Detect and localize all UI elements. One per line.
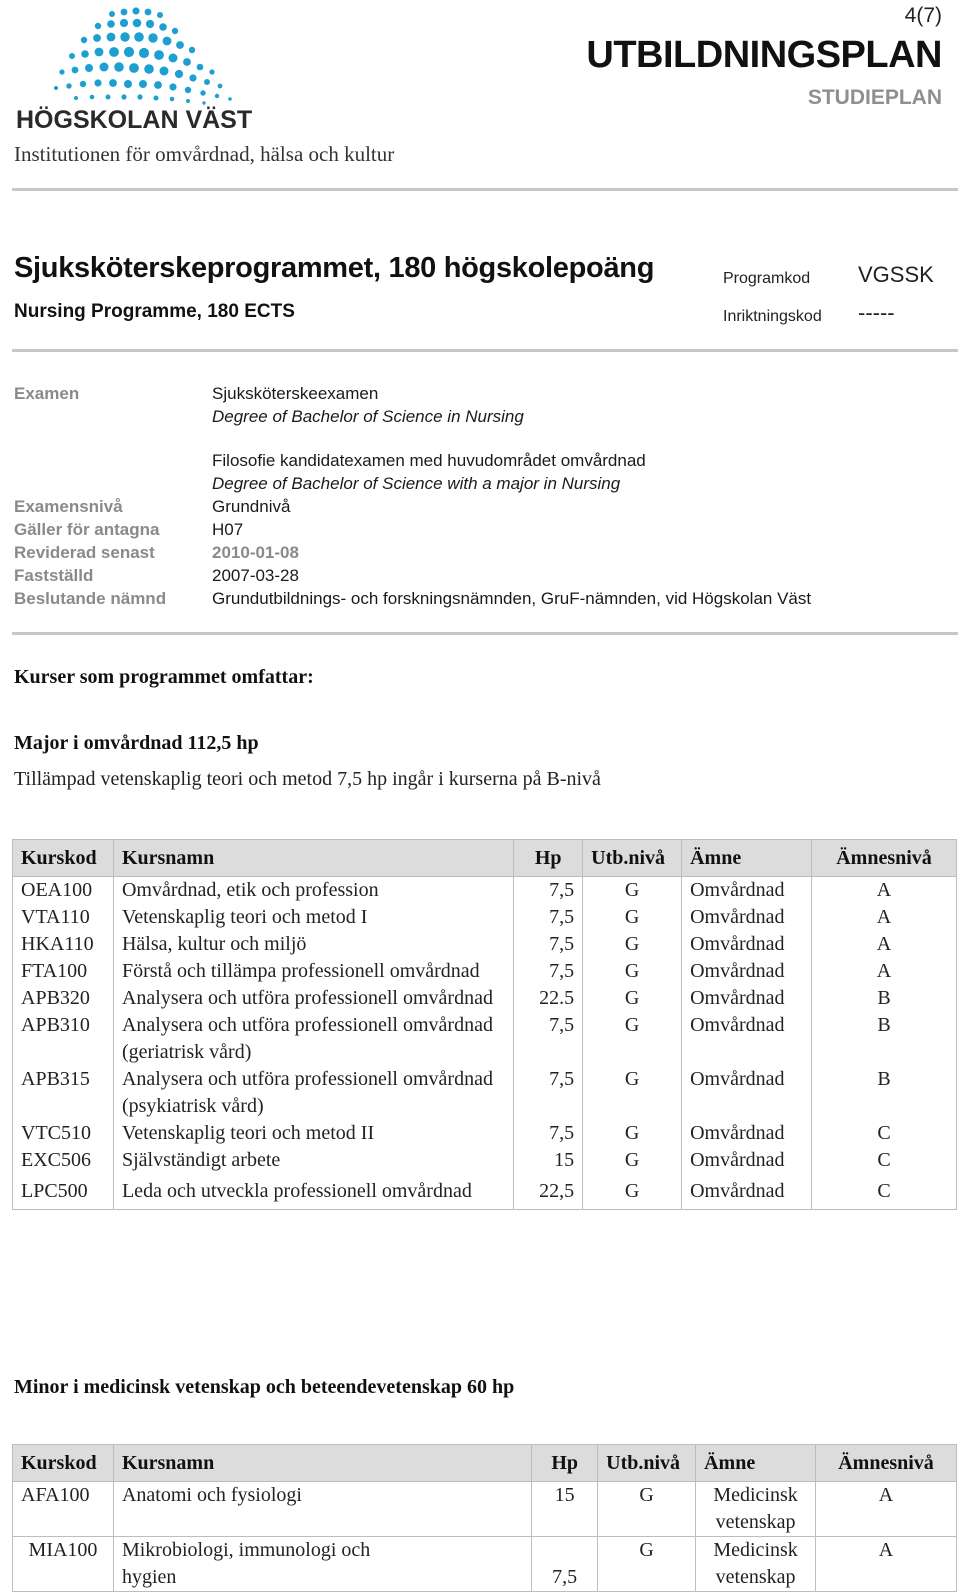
course-name-cell <box>113 1012 513 1066</box>
major-note: Tillämpad vetenskaplig teori och metod 7,5 hp ingår i kurserna på B-nivå <box>14 768 601 790</box>
page-number: 4(7) <box>904 4 942 27</box>
course-subject-level: A <box>812 958 957 985</box>
course-subject: Omvårdnad <box>682 958 812 985</box>
course-subject-level: A <box>816 1537 957 1592</box>
document-subtitle: STUDIEPLAN <box>807 86 942 109</box>
course-hp: 22.5 <box>514 985 583 1012</box>
course-subject-level: A <box>816 1482 957 1537</box>
course-subject: Omvårdnad <box>682 931 812 958</box>
course-subject-line2: vetenskap <box>715 1566 796 1588</box>
table-row <box>13 904 957 931</box>
course-code: EXC506 <box>13 1147 114 1174</box>
course-subject: Omvårdnad <box>682 985 812 1012</box>
course-level: G <box>598 1537 696 1592</box>
faststalld-value: 2007-03-28 <box>212 566 299 585</box>
course-code: LPC500 <box>13 1174 114 1210</box>
department-name: Institutionen för omvårdnad, hälsa och kultur <box>14 142 395 166</box>
courses-heading: Kurser som programmet omfattar: <box>14 666 314 688</box>
course-level: G <box>583 958 682 985</box>
course-name-cell <box>113 1537 531 1592</box>
course-code: OEA100 <box>13 877 114 905</box>
course-name: Analysera och utföra professionell omvårdnad <box>121 1014 493 1036</box>
table-row <box>13 1482 957 1537</box>
course-level: G <box>583 1066 682 1120</box>
course-level: G <box>583 904 682 931</box>
course-hp: 22,5 <box>514 1174 583 1210</box>
examen-1-sv: Sjuksköterskeexamen <box>212 384 379 403</box>
header-utbniva: Utb.nivå <box>598 1445 696 1482</box>
course-hp: 7,5 <box>514 931 583 958</box>
course-subject-level: A <box>812 904 957 931</box>
course-code: APB315 <box>13 1066 114 1120</box>
header-kursnamn: Kursnamn <box>113 840 513 877</box>
course-name: Analysera och utföra professionell omvårdnad <box>121 1068 493 1090</box>
course-level: G <box>598 1482 696 1537</box>
inriktningskod-label: Inriktningskod <box>723 308 822 325</box>
beslutande-label: Beslutande nämnd <box>14 589 167 608</box>
examen-1-en: Degree of Bachelor of Science in Nursing <box>212 407 524 426</box>
course-code: AFA100 <box>13 1482 114 1537</box>
course-hp: 7,5 <box>514 958 583 985</box>
course-subject: Omvårdnad <box>682 904 812 931</box>
course-code: VTA110 <box>13 904 114 931</box>
table-header-row <box>13 1445 957 1482</box>
header-amnesniva: Ämnesnivå <box>812 840 957 877</box>
course-subject: Omvårdnad <box>682 1012 812 1066</box>
course-hp: 7,5 <box>514 877 583 905</box>
course-hp: 7,5 <box>514 1012 583 1066</box>
header-kurskod: Kurskod <box>13 840 114 877</box>
header-divider <box>12 188 958 191</box>
examensniva-value: Grundnivå <box>212 497 291 516</box>
course-name: Hälsa, kultur och miljö <box>113 931 513 958</box>
course-name-extra: (geriatrisk vård) <box>121 1041 252 1063</box>
programme-title-sv: Sjuksköterskeprogrammet, 180 högskolepoäng <box>14 252 655 284</box>
programkod-label: Programkod <box>723 270 811 287</box>
course-hp: 7,5 <box>514 904 583 931</box>
programme-divider <box>12 349 958 352</box>
major-courses-table <box>12 839 957 1210</box>
inriktningskod-value: ----- <box>858 300 895 325</box>
course-code: FTA100 <box>13 958 114 985</box>
table-row <box>13 1174 957 1210</box>
course-subject-level: B <box>812 985 957 1012</box>
course-name: Vetenskaplig teori och metod I <box>113 904 513 931</box>
course-subject-level: C <box>812 1120 957 1147</box>
programme-title-en: Nursing Programme, 180 ECTS <box>14 301 295 322</box>
course-hp: 15 <box>532 1482 598 1537</box>
course-code: MIA100 <box>13 1537 114 1592</box>
galler-label: Gäller för antagna <box>14 520 160 539</box>
course-name: Anatomi och fysiologi <box>113 1482 531 1537</box>
logo-wordmark: HÖGSKOLAN VÄST <box>16 106 253 132</box>
course-subject-line2: vetenskap <box>715 1511 796 1533</box>
course-hp: 7,5 <box>514 1120 583 1147</box>
course-subject: Omvårdnad <box>682 1147 812 1174</box>
course-hp: 7,5 <box>514 1066 583 1120</box>
course-subject-level: C <box>812 1147 957 1174</box>
examensniva-label: Examensnivå <box>14 497 123 516</box>
header-amne: Ämne <box>682 840 812 877</box>
table-row <box>13 1537 957 1592</box>
header-kurskod: Kurskod <box>13 1445 114 1482</box>
course-subject-level: C <box>812 1174 957 1210</box>
course-name: Självständigt arbete <box>113 1147 513 1174</box>
course-hp: 15 <box>514 1147 583 1174</box>
examen-2-sv: Filosofie kandidatexamen med huvudområdet omvårdnad <box>212 451 646 470</box>
course-level: G <box>583 877 682 905</box>
examen-2-en: Degree of Bachelor of Science with a major in Nursing <box>212 474 621 493</box>
course-name: Mikrobiologi, immunologi och <box>121 1539 371 1561</box>
galler-value: H07 <box>212 520 244 539</box>
examen-label: Examen <box>14 384 80 403</box>
course-name-extra: (psykiatrisk vård) <box>121 1095 264 1117</box>
major-heading: Major i omvårdnad 112,5 hp <box>14 732 259 754</box>
programkod-value: VGSSK <box>858 262 934 287</box>
table-row <box>13 877 957 905</box>
reviderad-value: 2010-01-08 <box>212 543 299 562</box>
course-subject-cell <box>696 1537 816 1592</box>
course-subject-level: B <box>812 1066 957 1120</box>
course-subject-cell <box>696 1482 816 1537</box>
course-subject: Omvårdnad <box>682 877 812 905</box>
header-hp: Hp <box>514 840 583 877</box>
table-row <box>13 1120 957 1147</box>
course-level: G <box>583 1012 682 1066</box>
document-title: UTBILDNINGSPLAN <box>586 34 942 76</box>
course-subject: Omvårdnad <box>682 1120 812 1147</box>
table-row <box>13 931 957 958</box>
table-row <box>13 1066 957 1120</box>
course-name: Omvårdnad, etik och profession <box>113 877 513 905</box>
course-name: Analysera och utföra professionell omvårdnad <box>113 985 513 1012</box>
course-name: Förstå och tillämpa professionell omvårdnad <box>113 958 513 985</box>
course-subject: Medicinsk <box>713 1539 798 1561</box>
header-kursnamn: Kursnamn <box>113 1445 531 1482</box>
course-code: APB310 <box>13 1012 114 1066</box>
header-amnesniva: Ämnesnivå <box>816 1445 957 1482</box>
course-level: G <box>583 1147 682 1174</box>
course-level: G <box>583 1120 682 1147</box>
course-subject: Omvårdnad <box>682 1174 812 1210</box>
course-name: Vetenskaplig teori och metod II <box>113 1120 513 1147</box>
course-level: G <box>583 931 682 958</box>
minor-courses-table <box>12 1444 957 1592</box>
course-level: G <box>583 985 682 1012</box>
table-row <box>13 1147 957 1174</box>
table-row <box>13 1012 957 1066</box>
hogskolan-vast-logo <box>14 4 264 132</box>
reviderad-label: Reviderad senast <box>14 543 155 562</box>
course-code: APB320 <box>13 985 114 1012</box>
table-row <box>13 958 957 985</box>
course-code: VTC510 <box>13 1120 114 1147</box>
course-subject: Medicinsk <box>713 1484 798 1506</box>
course-subject-level: A <box>812 931 957 958</box>
course-subject-level: B <box>812 1012 957 1066</box>
table-row <box>13 985 957 1012</box>
logo-graphic <box>14 4 264 132</box>
header-hp: Hp <box>532 1445 598 1482</box>
course-level: G <box>583 1174 682 1210</box>
header-amne: Ämne <box>696 1445 816 1482</box>
beslutande-value: Grundutbildnings- och forskningsnämnden, GruF-nämnden, vid Högskolan Väst <box>212 589 812 608</box>
info-divider <box>12 632 958 635</box>
course-name-cell <box>113 1066 513 1120</box>
table-header-row <box>13 840 957 877</box>
course-subject-level: A <box>812 877 957 905</box>
course-code: HKA110 <box>13 931 114 958</box>
minor-heading: Minor i medicinsk vetenskap och beteendevetenskap 60 hp <box>14 1376 515 1398</box>
course-subject: Omvårdnad <box>682 1066 812 1120</box>
course-name: Leda och utveckla professionell omvårdnad <box>113 1174 513 1210</box>
course-name-line2: hygien <box>121 1566 177 1588</box>
course-hp: 7,5 <box>532 1537 598 1592</box>
faststalld-label: Fastställd <box>14 566 94 585</box>
header-utbniva: Utb.nivå <box>583 840 682 877</box>
